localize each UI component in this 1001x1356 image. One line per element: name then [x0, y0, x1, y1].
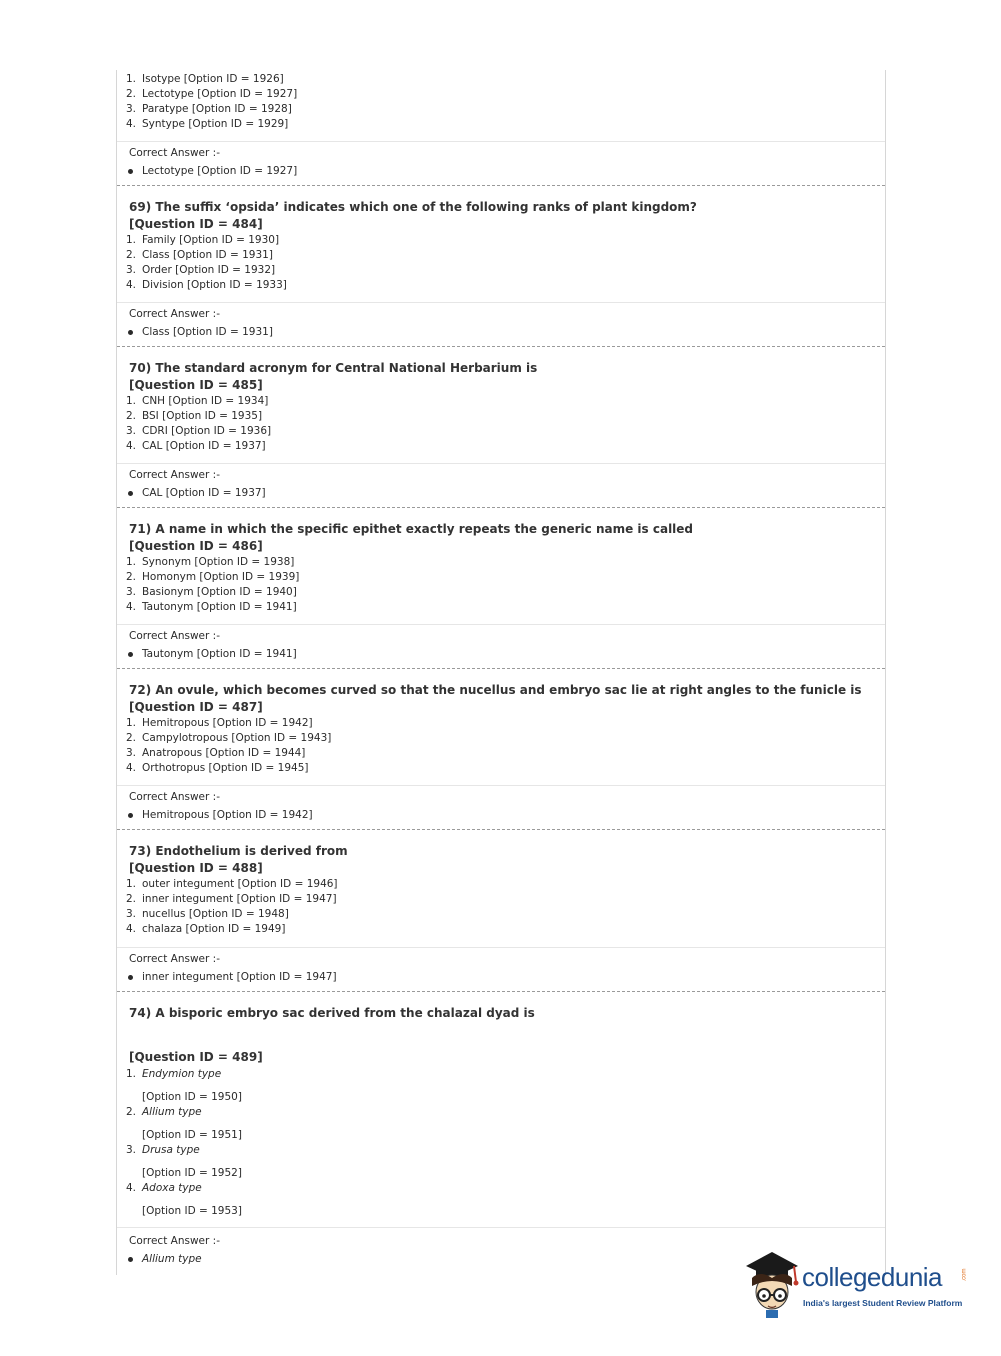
logo-tagline: India's largest Student Review Platform — [803, 1298, 963, 1308]
question-id: [Question ID = 486] — [129, 539, 263, 553]
question-69 — [117, 199, 885, 293]
option: 2. Campylotropous [Option ID = 1943] — [126, 732, 332, 745]
question-divider — [117, 346, 885, 347]
option: 3. Order [Option ID = 1932] — [126, 264, 276, 277]
bullet-icon — [128, 1257, 133, 1262]
question-title: 69) The suffix ‘opsida’ indicates which one of the following ranks of plant kingdom? — [129, 200, 697, 214]
option-list — [117, 233, 885, 293]
logo-domain: .com — [961, 1268, 968, 1282]
option: 4. Division [Option ID = 1933] — [126, 279, 287, 292]
question-id: [Question ID = 488] — [129, 861, 263, 875]
option: 1. Synonym [Option ID = 1938] — [126, 556, 295, 568]
option: 1. Family [Option ID = 1930] — [126, 234, 280, 246]
question-divider — [117, 991, 885, 992]
option-list — [117, 716, 885, 776]
option: 4. chalaza [Option ID = 1949] — [126, 923, 286, 936]
option: 4. Adoxa type [Option ID = 1953] — [126, 1182, 242, 1218]
divider — [117, 785, 885, 786]
divider — [117, 302, 885, 303]
q68-options — [117, 72, 885, 132]
option: 3. Drusa type [Option ID = 1952] — [126, 1144, 242, 1180]
option: 1. outer integument [Option ID = 1946] — [126, 878, 338, 890]
answer-label: Correct Answer :- — [129, 147, 220, 159]
question-id: [Question ID = 487] — [129, 700, 263, 714]
option: 4. Orthotropus [Option ID = 1945] — [126, 762, 309, 775]
question-title: 71) A name in which the specific epithet exactly repeats the generic name is called — [129, 522, 694, 536]
option-list — [117, 555, 885, 615]
collegedunia-logo[interactable] — [742, 1248, 972, 1320]
q72-answer — [117, 790, 885, 823]
option: 3. CDRI [Option ID = 1936] — [126, 425, 272, 438]
question-70 — [117, 360, 885, 454]
option: 3. nucellus [Option ID = 1948] — [126, 908, 289, 921]
q69-answer — [117, 307, 885, 340]
question-id: [Question ID = 485] — [129, 378, 263, 392]
q71-answer — [117, 629, 885, 662]
divider — [117, 624, 885, 625]
bullet-icon — [128, 330, 133, 335]
question-id: [Question ID = 484] — [129, 217, 263, 231]
correct-answer: inner integument [Option ID = 1947] — [117, 970, 885, 985]
question-73 — [117, 843, 885, 937]
question-paper-frame — [116, 70, 886, 1275]
question-divider — [117, 668, 885, 669]
option-list — [117, 1067, 885, 1219]
bullet-icon — [128, 491, 133, 496]
option-list — [117, 394, 885, 454]
question-74 — [117, 1005, 885, 1022]
q70-answer — [117, 468, 885, 501]
option: 2. Lectotype [Option ID = 1927] — [126, 88, 298, 101]
question-title: 74) A bisporic embryo sac derived from the chalazal dyad is — [129, 1006, 535, 1020]
question-divider — [117, 829, 885, 830]
correct-answer: CAL [Option ID = 1937] — [117, 486, 885, 501]
answer-label: Correct Answer :- — [129, 469, 220, 481]
bullet-icon — [128, 652, 133, 657]
option: 1. CNH [Option ID = 1934] — [126, 395, 269, 407]
option: 4. Syntype [Option ID = 1929] — [126, 118, 289, 131]
question-72 — [117, 682, 885, 776]
correct-answer: Allium type — [117, 1252, 885, 1267]
question-title: 73) Endothelium is derived from — [129, 844, 348, 858]
divider — [117, 947, 885, 948]
question-id: [Question ID = 489] — [129, 1050, 263, 1064]
question-74-body — [117, 1049, 885, 1219]
option: 1. Endymion type [Option ID = 1950] — [126, 1068, 242, 1104]
logo-wordmark: collegedunia — [802, 1262, 943, 1292]
question-71 — [117, 521, 885, 615]
answer-label: Correct Answer :- — [129, 1235, 220, 1247]
option: 4. Tautonym [Option ID = 1941] — [126, 601, 297, 614]
option: 3. Basionym [Option ID = 1940] — [126, 586, 297, 599]
option: 3. Paratype [Option ID = 1928] — [126, 103, 292, 116]
option: 2. Homonym [Option ID = 1939] — [126, 571, 300, 584]
option: 2. Allium type [Option ID = 1951] — [126, 1106, 242, 1142]
option: 1. Hemitropous [Option ID = 1942] — [126, 717, 313, 729]
question-title: 72) An ovule, which becomes curved so that the nucellus and embryo sac lie at right angles to the funicle is — [129, 683, 862, 697]
option: 2. BSI [Option ID = 1935] — [126, 410, 263, 423]
bullet-icon — [128, 975, 133, 980]
correct-answer: Hemitropous [Option ID = 1942] — [117, 808, 885, 823]
option: 4. CAL [Option ID = 1937] — [126, 440, 266, 453]
question-title: 70) The standard acronym for Central National Herbarium is — [129, 361, 538, 375]
question-divider — [117, 185, 885, 186]
answer-label: Correct Answer :- — [129, 308, 220, 320]
option: 2. Class [Option ID = 1931] — [126, 249, 273, 262]
option: 1. Isotype [Option ID = 1926] — [126, 73, 284, 85]
correct-answer: Tautonym [Option ID = 1941] — [117, 647, 885, 662]
q68-answer — [117, 146, 885, 179]
question-divider — [117, 507, 885, 508]
divider — [117, 141, 885, 142]
answer-label: Correct Answer :- — [129, 791, 220, 803]
correct-answer: Lectotype [Option ID = 1927] — [117, 164, 885, 179]
mascot-icon — [742, 1248, 802, 1320]
divider — [117, 1227, 885, 1228]
bullet-icon — [128, 169, 133, 174]
option: 2. inner integument [Option ID = 1947] — [126, 893, 337, 906]
answer-label: Correct Answer :- — [129, 953, 220, 965]
answer-label: Correct Answer :- — [129, 630, 220, 642]
option-list — [117, 877, 885, 937]
q73-answer — [117, 952, 885, 985]
bullet-icon — [128, 813, 133, 818]
divider — [117, 463, 885, 464]
correct-answer: Class [Option ID = 1931] — [117, 325, 885, 340]
option: 3. Anatropous [Option ID = 1944] — [126, 747, 306, 760]
